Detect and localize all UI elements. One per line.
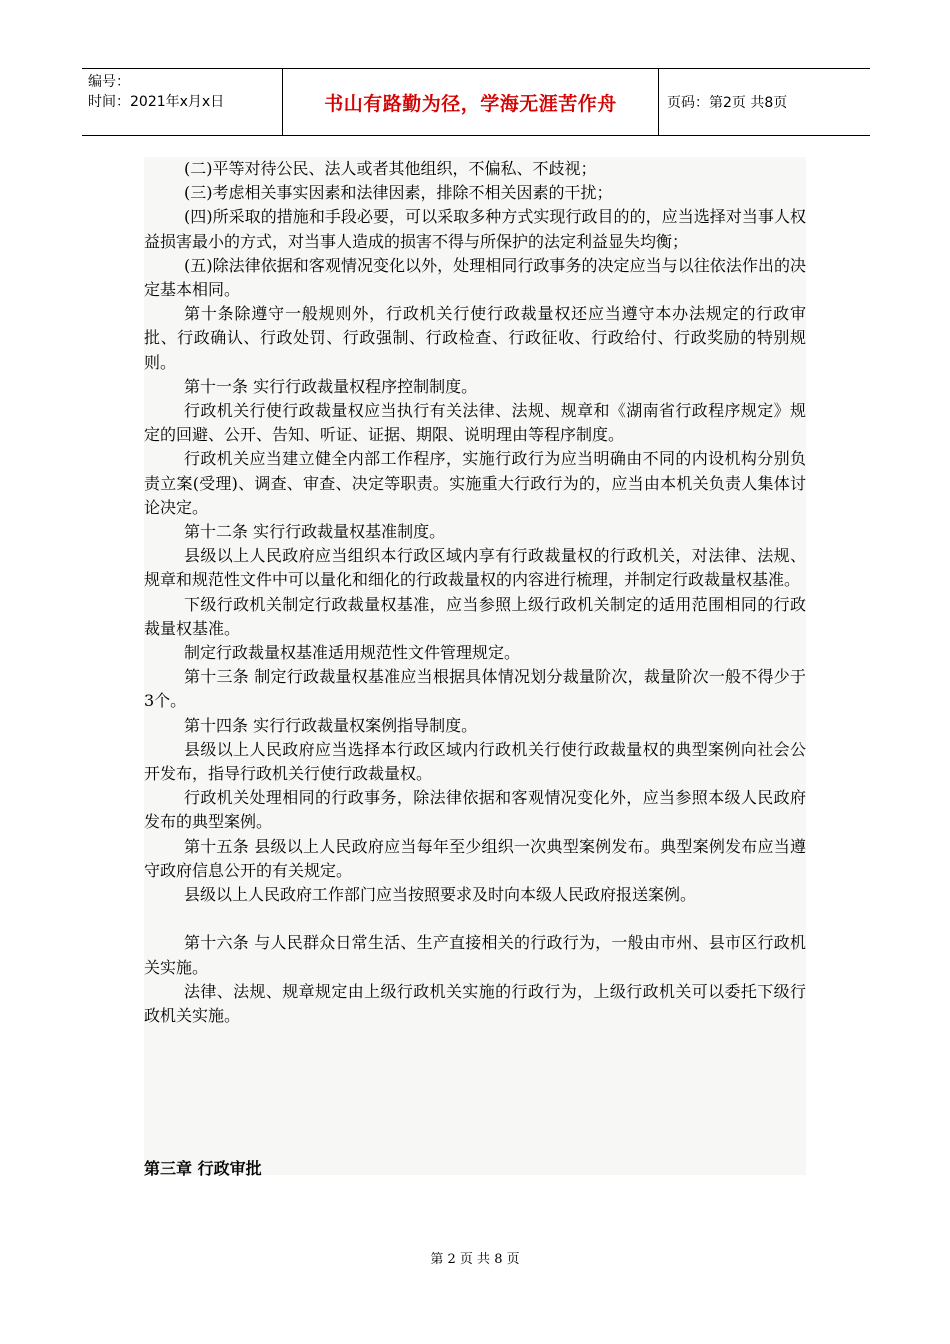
paragraph: 法律、法规、规章规定由上级行政机关实施的行政行为，上级行政机关可以委托下级行政机关实施。 [144, 981, 806, 1025]
paragraph: 第十五条 县级以上人民政府应当每年至少组织一次典型案例发布。典型案例发布应当遵守政府信息公开的有关规定。 [144, 836, 806, 880]
header-page-info: 页码：第2页 共8页 [667, 95, 788, 111]
paragraph: (四)所采取的措施和手段必要，可以采取多种方式实现行政目的的，应当选择对当事人权益损害最小的方式，对当事人造成的损害不得与所保护的法定利益显失均衡； [144, 207, 806, 251]
paragraph: 县级以上人民政府工作部门应当按照要求及时向本级人民政府报送案例。 [184, 885, 697, 905]
document-body [144, 157, 806, 1175]
paragraph: 行政机关处理相同的行政事务，除法律依据和客观情况变化外，应当参照本级人民政府发布的典型案例。 [144, 788, 806, 832]
paragraph: (五)除法律依据和客观情况变化以外，处理相同行政事务的决定应当与以往依法作出的决定基本相同。 [144, 255, 806, 300]
paragraph: 第十二条 实行行政裁量权基准制度。 [184, 522, 446, 542]
paragraph: 第十条除遵守一般规则外，行政机关行使行政裁量权还应当遵守本办法规定的行政审批、行政确认、行政处罚、行政强制、行政检查、行政征收、行政给付、行政奖励的特别规则。 [144, 304, 806, 372]
paragraph: 行政机关行使行政裁量权应当执行有关法律、法规、规章和《湖南省行政程序规定》规定的回避、公开、告知、听证、证据、期限、说明理由等程序制度。 [144, 401, 806, 445]
header-motto: 书山有路勤为径，学海无涯苦作舟 [283, 69, 659, 135]
paragraph: 县级以上人民政府应当组织本行政区域内享有行政裁量权的行政机关，对法律、法规、规章和规范性文件中可以量化和细化的行政裁量权的内容进行梳理，并制定行政裁量权基准。 [144, 546, 806, 590]
page-header [82, 68, 870, 136]
paragraph: 县级以上人民政府应当选择本行政区域内行政机关行使行政裁量权的典型案例向社会公开发布，指导行政机关行使行政裁量权。 [144, 739, 806, 784]
paragraph: 第十三条 制定行政裁量权基准应当根据具体情况划分裁量阶次，裁量阶次一般不得少于3个。 [144, 667, 806, 711]
document-time-label: 时间：2021年x月x日 [88, 94, 225, 110]
paragraph: 下级行政机关制定行政裁量权基准，应当参照上级行政机关制定的适用范围相同的行政裁量权基准。 [144, 594, 806, 638]
paragraph: 第十四条 实行行政裁量权案例指导制度。 [184, 715, 478, 735]
paragraph: 行政机关应当建立健全内部工作程序，实施行政行为应当明确由不同的内设机构分别负责立案(受理)、调查、审查、决定等职责。实施重大行政行为的，应当由本机关负责人集体讨论决定。 [144, 449, 806, 517]
page-footer: 第 2 页 共 8 页 [430, 1252, 520, 1267]
chapter-heading: 第三章 行政审批 [144, 1159, 262, 1178]
header-meta [82, 69, 283, 135]
paragraph: 第十一条 实行行政裁量权程序控制制度。 [184, 376, 478, 396]
paragraph: 第十六条 与人民群众日常生活、生产直接相关的行政行为，一般由市州、县市区行政机关实施。 [144, 933, 806, 977]
paragraph: (二)平等对待公民、法人或者其他组织，不偏私、不歧视； [184, 159, 597, 178]
paragraph: 制定行政裁量权基准适用规范性文件管理规定。 [184, 643, 521, 663]
document-number-label: 编号： [88, 74, 130, 90]
paragraph: (三)考虑相关事实因素和法律因素，排除不相关因素的干扰； [184, 183, 613, 203]
